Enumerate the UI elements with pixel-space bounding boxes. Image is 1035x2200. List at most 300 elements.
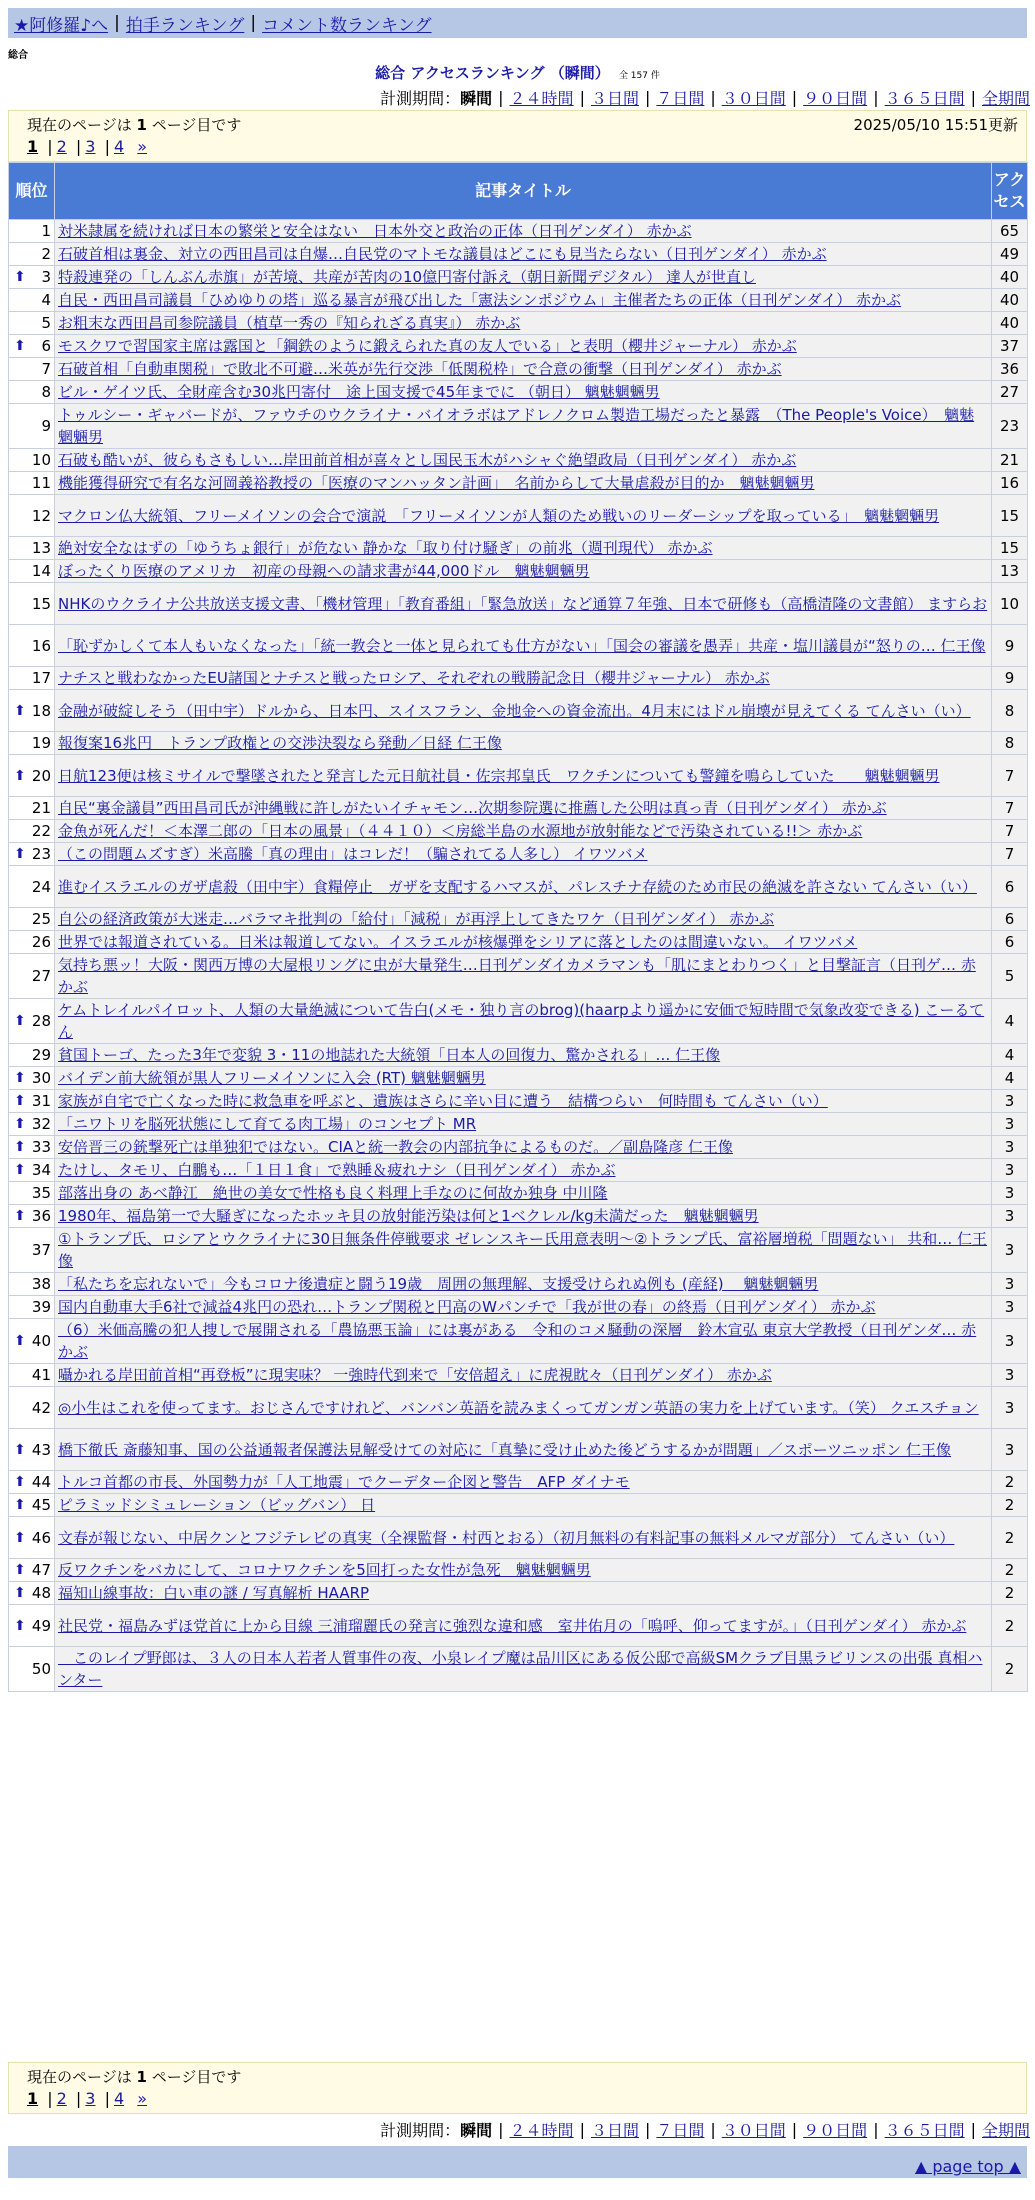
article-link[interactable]: 進むイスラエルのガザ虐殺（田中宇）食糧停止 ガザを支配するハマスが、パレスチナ存続のため市民の絶滅を許さない てんさい（い） [58,877,977,896]
rank-cell [9,381,55,404]
table-row [9,667,1028,690]
ranking-table-body [9,220,1028,1692]
access-count: 3 [992,1182,1028,1205]
rank-cell [9,266,55,289]
rank-number: 29 [31,1046,51,1064]
period-link-30d[interactable]: ３０日間 [721,89,786,108]
page-link-next[interactable]: » [137,137,148,156]
article-link[interactable]: このレイプ野郎は、３人の日本人若者人質事件の夜、小泉レイプ魔は品川区にある仮公邸で高級SMクラブ目黒ラビリンスの出張 真相ハンター [58,1649,983,1689]
period-link-365d[interactable]: ３６５日間 [884,89,965,108]
rank-number: 24 [31,877,51,896]
title-cell [55,243,992,266]
article-link[interactable]: ケムトレイルパイロット、人類の大量絶滅について告白(メモ・独り言のbrog)(haarpより遥かに安価で短時間で気象改変できる) こーるてん [58,1001,985,1041]
rank-number: 22 [31,822,51,840]
title-cell [55,1429,992,1471]
rank-number: 10 [31,451,51,469]
period-link-90d[interactable]: ９０日間 [803,89,868,108]
article-link[interactable]: 報復案16兆円 トランプ政権との交渉決裂なら発動／日経 仁王像 [58,734,502,752]
article-link[interactable]: トゥルシー・ギャバードが、ファウチのウクライナ・バイオラボはアドレノクロム製造工場だったと暴露 （The People's Voice） 魑魅魍魎男 [58,406,975,446]
article-link[interactable]: 「私たちを忘れないで」今もコロナ後遺症と闘う19歳 周囲の無理解、支援受けられぬ例も (産経) 魑魅魍魎男 [58,1275,819,1293]
article-link[interactable]: 安倍晋三の銃撃死亡は単独犯ではない。CIAと統一教会の内部抗争によるものだ。／副島隆彦 仁王像 [58,1138,733,1156]
header-rank: 順位 [9,163,55,220]
access-count: 3 [992,1113,1028,1136]
table-row [9,220,1028,243]
rank-number: 46 [31,1528,51,1547]
rank-number: 23 [31,845,51,863]
article-link[interactable]: たけし、タモリ、白鵬も…「１日１食」で熟睡＆疲れナシ（日刊ゲンダイ） 赤かぶ [58,1161,616,1179]
title-cell [55,449,992,472]
title-cell [55,1067,992,1090]
article-link[interactable]: 囁かれる岸田前首相“再登板”に現実味？ 一強時代到来で「安倍超え」に虎視眈々（日刊ゲンダイ） 赤かぶ [58,1366,772,1384]
rank-number: 4 [41,291,51,309]
rank-cell [9,1605,55,1647]
table-row [9,1159,1028,1182]
rank-cell [9,1090,55,1113]
article-link[interactable]: マクロン仏大統領、フリーメイソンの会合で演説 「フリーメイソンが人類のため戦いのリーダーシップを取っている」 魑魅魍魎男 [58,506,940,525]
rank-up-arrow-icon: ⬆ [14,1116,26,1132]
title-cell [55,866,992,908]
page-title [0,62,1035,83]
title-cell [55,1319,992,1364]
access-count: 3 [992,1387,1028,1429]
article-link[interactable]: 「恥ずかしくて本人もいなくなった」「統一教会と一体と見られても仕方がない」「国会の審議を愚弄」共産・塩川議員が“怒りの… 仁王像 [58,636,986,655]
rank-number: 18 [31,701,51,720]
rank-cell [9,1182,55,1205]
access-count: 8 [992,732,1028,755]
table-row [9,625,1028,667]
rank-number: 36 [31,1207,51,1225]
period-link-24h[interactable]: ２４時間 [509,2121,574,2140]
home-link[interactable]: ★阿修羅♪へ [14,15,109,36]
access-count: 40 [992,289,1028,312]
rank-cell [9,1044,55,1067]
title-cell [55,1559,992,1582]
title-cell [55,931,992,954]
period-link-90d[interactable]: ９０日間 [803,2121,868,2140]
title-cell [55,1136,992,1159]
period-label: 計測期間： [380,2121,461,2140]
table-row [9,999,1028,1044]
table-row [9,908,1028,931]
current-page-number: 1 [136,116,147,134]
title-cell [55,1113,992,1136]
table-row [9,1113,1028,1136]
article-link[interactable]: 部落出身の あべ静江 絶世の美女で性格も良く料理上手なのに何故か独身 中川隆 [58,1184,608,1202]
article-link[interactable]: 自民“裏金議員”西田昌司氏が沖縄戦に許しがたいイチャモン…次期参院選に推薦した公明は真っ青（日刊ゲンダイ） 赤かぶ [58,799,887,817]
rank-up-arrow-icon: ⬆ [14,767,26,784]
rank-cell [9,931,55,954]
rank-cell [9,449,55,472]
rank-cell [9,1159,55,1182]
rank-up-arrow-icon: ⬆ [14,1562,26,1578]
current-page-number: 1 [136,2068,147,2086]
access-count: 15 [992,495,1028,537]
title-cell [55,1273,992,1296]
access-count: 3 [992,1364,1028,1387]
article-link[interactable]: 石破首相は裏金、対立の西田昌司は自爆…自民党のマトモな議員はどこにも見当たらない（日刊ゲンダイ） 赤かぶ [58,245,827,263]
access-count: 36 [992,358,1028,381]
page-link-3[interactable]: 3 [85,137,96,156]
rank-cell [9,472,55,495]
table-row [9,335,1028,358]
access-count: 2 [992,1605,1028,1647]
table-row [9,472,1028,495]
title-cell [55,266,992,289]
title-cell [55,495,992,537]
table-row [9,537,1028,560]
rank-cell [9,560,55,583]
period-link-all[interactable]: 全期間 [981,89,1030,108]
period-current: 瞬間 [460,89,493,108]
article-link[interactable]: 反ワクチンをバカにして、コロナワクチンを5回打った女性が急死 魑魅魍魎男 [58,1561,591,1579]
access-count: 40 [992,266,1028,289]
article-link[interactable]: バイデン前大統領が黒人フリーメイソンに入会 (RT) 魑魅魍魎男 [58,1069,486,1087]
access-count: 49 [992,243,1028,266]
rank-cell [9,289,55,312]
access-count: 9 [992,625,1028,667]
rank-number: 20 [31,766,51,785]
rank-number: 45 [31,1496,51,1514]
title-cell [55,1364,992,1387]
rank-number: 2 [41,245,51,263]
rank-number: 37 [31,1241,51,1259]
rank-number: 42 [31,1398,51,1417]
access-count: 2 [992,1494,1028,1517]
rank-number: 9 [41,417,51,435]
rank-number: 41 [31,1366,51,1384]
access-count: 6 [992,908,1028,931]
table-row [9,1182,1028,1205]
title-cell [55,312,992,335]
rank-number: 30 [31,1069,51,1087]
rank-up-arrow-icon: ⬆ [14,1093,26,1109]
table-row [9,1559,1028,1582]
article-link[interactable]: 橋下徹氏 斎藤知事、国の公益通報者保護法見解受けての対応に「真摯に受け止めた後どうするかが問題」／スポーツニッポン 仁王像 [58,1440,952,1459]
article-link[interactable]: （6）米価高騰の犯人捜しで展開される「農協悪玉論」には裏がある 令和のコメ騒動の深層 鈴木宣弘 東京大学教授（日刊ゲンダ… 赤かぶ [58,1321,977,1361]
rank-cell [9,1205,55,1228]
table-row [9,1605,1028,1647]
rank-cell [9,1319,55,1364]
access-count: 6 [992,866,1028,908]
period-link-7d[interactable]: ７日間 [656,89,705,108]
page-link-1[interactable]: 1 [27,137,39,156]
article-link[interactable]: 家族が自宅で亡くなった時に救急車を呼ぶと、遺族はさらに辛い目に遭う 結構つらい 何時間も てんさい（い） [58,1092,828,1110]
rank-cell [9,820,55,843]
rank-number: 49 [31,1616,51,1635]
title-cell [55,797,992,820]
article-link[interactable]: 機能獲得研究で有名な河岡義裕教授の「医療のマンハッタン計画」 名前からして大量虐殺が目的か 魑魅魍魎男 [58,474,815,492]
title-cell [55,954,992,999]
table-row [9,1494,1028,1517]
rank-number: 8 [41,383,51,401]
access-count: 7 [992,843,1028,866]
table-row [9,755,1028,797]
rank-cell [9,537,55,560]
rank-cell [9,732,55,755]
access-count: 3 [992,1136,1028,1159]
rank-cell [9,1067,55,1090]
table-row [9,1364,1028,1387]
period-link-all[interactable]: 全期間 [981,2121,1030,2140]
period-link-3d[interactable]: ３日間 [590,89,639,108]
rank-number: 34 [31,1161,51,1179]
article-link[interactable]: 国内自動車大手6社で減益4兆円の恐れ…トランプ関税と円高のWパンチで「我が世の春」の終焉（日刊ゲンダイ） 赤かぶ [58,1298,876,1316]
title-cell [55,732,992,755]
access-count: 27 [992,381,1028,404]
article-link[interactable]: 1980年、福島第一で大騒ぎになったホッキ貝の放射能汚染は何と1ベクレル/kg未満だった 魑魅魍魎男 [58,1207,759,1225]
article-link[interactable]: 自民・西田昌司議員「ひめゆりの塔」巡る暴言が飛び出した「憲法シンポジウム」主催者たちの正体（日刊ゲンダイ） 赤かぶ [58,291,902,309]
rank-cell [9,1273,55,1296]
rank-up-arrow-icon: ⬆ [14,1474,26,1490]
rank-cell [9,1471,55,1494]
rank-up-arrow-icon: ⬆ [14,269,26,285]
article-link[interactable]: ◎小生はこれを使ってます。おじさんですけれど、バンバン英語を読みまくってガンガン英語の実力を上げています。（笑） クエスチョン [58,1398,979,1417]
rank-up-arrow-icon: ⬆ [14,1617,26,1634]
table-row [9,1387,1028,1429]
rank-number: 16 [31,636,51,655]
table-row [9,449,1028,472]
table-row [9,1296,1028,1319]
rank-number: 14 [31,562,51,580]
rank-up-arrow-icon: ⬆ [14,1139,26,1155]
access-count: 3 [992,1273,1028,1296]
title-cell [55,1605,992,1647]
access-count: 3 [992,1429,1028,1471]
period-selector-top: 計測期間： 瞬間 | ２４時間 | ３日間 | ７日間 | ３０日間 | ９０日間 | ３６５日間 | 全期間 [380,88,1030,108]
access-count: 2 [992,1471,1028,1494]
title-cell [55,908,992,931]
article-link[interactable]: 絶対安全なはずの「ゆうちょ銀行」が危ない 静かな「取り付け騒ぎ」の前兆（週刊現代） 赤かぶ [58,539,713,557]
table-header-row [9,163,1028,220]
rank-number: 40 [31,1332,51,1350]
table-row [9,312,1028,335]
period-link-7d[interactable]: ７日間 [656,2121,705,2140]
access-count: 5 [992,954,1028,999]
rank-number: 17 [31,669,51,687]
rank-up-arrow-icon: ⬆ [14,1208,26,1224]
rank-cell [9,755,55,797]
rank-cell [9,495,55,537]
table-row [9,1044,1028,1067]
access-count: 8 [992,690,1028,732]
title-cell [55,820,992,843]
rank-up-arrow-icon: ⬆ [14,338,26,354]
access-count: 3 [992,1319,1028,1364]
rank-cell [9,1517,55,1559]
article-link[interactable]: 世界では報道されている。日米は報道してない。イスラエルが核爆弾をシリアに落としたのは間違いない。 イワツバメ [58,933,858,951]
article-link[interactable]: 気持ち悪ッ！大阪・関西万博の大屋根リングに虫が大量発生…日刊ゲンダイカメラマンも「肌にまとわりつく」と目撃証言（日刊ゲ… 赤かぶ [58,956,976,996]
article-link[interactable]: （この問題ムズすぎ）米高騰「真の理由」はコレだ！（騙されてる人多し） イワツバメ [58,845,648,863]
title-cell [55,1582,992,1605]
rank-cell [9,690,55,732]
article-link[interactable]: お粗末な西田昌司参院議員（植草一秀の『知られざる真実』） 赤かぶ [58,314,521,332]
table-row [9,495,1028,537]
rank-up-arrow-icon: ⬆ [14,702,26,719]
article-link[interactable]: 文春が報じない、中居クンとフジテレビの真実（全裸監督・村西とおる）（初月無料の有料記事の無料メルマガ部分） てんさい（い） [58,1528,955,1547]
article-link[interactable]: トルコ首都の市長、外国勢力が「人工地震」でクーデター企図と警告 AFP ダイナモ [58,1473,630,1491]
article-link[interactable]: ぼったくり医療のアメリカ 初産の母親への請求書が44,000ドル 魑魅魍魎男 [58,562,590,580]
current-page-text [27,114,241,135]
period-link-365d[interactable]: ３６５日間 [884,2121,965,2140]
rank-up-arrow-icon: ⬆ [14,1333,26,1349]
period-link-24h[interactable]: ２４時間 [509,89,574,108]
title-cell [55,381,992,404]
access-count: 7 [992,755,1028,797]
rank-cell [9,625,55,667]
rank-number: 26 [31,933,51,951]
title-cell [55,1296,992,1319]
rank-cell [9,843,55,866]
article-link[interactable]: モスクワで習国家主席は露国と「鋼鉄のように鍛えられた真の友人でいる」と表明（櫻井ジャーナル） 赤かぶ [58,337,797,355]
access-count: 3 [992,1090,1028,1113]
title-cell [55,843,992,866]
rank-number: 44 [31,1473,51,1491]
article-link[interactable]: 石破も酷いが、彼らもさもしい…岸田前首相が喜々とし国民玉木がハシャぐ絶望政局（日刊ゲンダイ） 赤かぶ [58,451,797,469]
article-link[interactable]: ピラミッドシミュレーション（ビッグバン） 日 [58,1496,376,1514]
table-row [9,1228,1028,1273]
page-link-2[interactable]: 2 [56,137,67,156]
rank-cell [9,335,55,358]
title-cell [55,1471,992,1494]
rank-cell [9,999,55,1044]
rank-cell [9,404,55,449]
title-cell [55,1228,992,1273]
title-cell [55,289,992,312]
rank-up-arrow-icon: ⬆ [14,1070,26,1086]
table-row [9,1136,1028,1159]
table-row [9,1090,1028,1113]
title-cell [55,1647,992,1692]
access-count: 40 [992,312,1028,335]
article-link[interactable]: 社民党・福島みずほ党首に上から目線 三浦瑠麗氏の発言に強烈な違和感 室井佑月の「嗚呼、仰ってますが。」（日刊ゲンダイ） 赤かぶ [58,1616,967,1635]
article-link[interactable]: ナチスと戦わなかったEU諸国とナチスと戦ったロシア、それぞれの戦勝記念日（櫻井ジャーナル） 赤かぶ [58,669,770,687]
article-link[interactable]: 特殺連発の「しんぶん赤旗」が苦境、共産が苦肉の10億円寄付訴え（朝日新聞デジタル） 達人が世直し [58,268,756,286]
rank-cell [9,358,55,381]
title-cell [55,1387,992,1429]
rank-number: 35 [31,1184,51,1202]
title-cell [55,537,992,560]
applause-ranking-link[interactable]: 拍手ランキング [125,15,245,36]
access-count: 6 [992,931,1028,954]
table-row [9,243,1028,266]
table-row [9,690,1028,732]
rank-cell [9,1387,55,1429]
rank-number: 31 [31,1092,51,1110]
page-link-4[interactable]: 4 [113,2089,125,2108]
rank-cell [9,1364,55,1387]
page-link-1[interactable]: 1 [27,2089,39,2108]
period-link-3d[interactable]: ３日間 [590,2121,639,2140]
total-count: 全 157 件 [618,71,660,81]
article-link[interactable]: 貧国トーゴ、たった3年で変貌 3・11の地誌れた大統領「日本人の回復力、驚かされる」… 仁王像 [58,1046,721,1064]
title-cell [55,667,992,690]
access-count: 21 [992,449,1028,472]
comment-ranking-link[interactable]: コメント数ランキング [262,15,432,36]
table-row [9,1205,1028,1228]
period-label: 計測期間： [380,89,461,108]
page-link-2[interactable]: 2 [56,2089,67,2108]
article-link[interactable]: 石破首相「自動車関税」で敗北不可避…米英が先行交渉「低関税枠」で合意の衝撃（日刊ゲンダイ） 赤かぶ [58,360,782,378]
title-cell [55,583,992,625]
page-link-3[interactable]: 3 [85,2089,96,2108]
access-count: 3 [992,1205,1028,1228]
article-link[interactable]: 「ニワトリを脳死状態にして育てる肉工場」のコンセプト MR [58,1115,477,1133]
rank-number: 3 [41,268,51,286]
table-row [9,266,1028,289]
period-current: 瞬間 [460,2121,493,2140]
table-row [9,954,1028,999]
access-count: 3 [992,1159,1028,1182]
table-row [9,1273,1028,1296]
table-row [9,560,1028,583]
article-link[interactable]: 対米隷属を続ければ日本の繁栄と安全はない 日本外交と政治の正体（日刊ゲンダイ） 赤かぶ [58,222,692,240]
ranking-title: 総合 アクセスランキング （瞬間） [375,64,610,82]
access-count: 3 [992,1296,1028,1319]
rank-up-arrow-icon: ⬆ [14,1013,26,1029]
period-link-30d[interactable]: ３０日間 [721,2121,786,2140]
article-link[interactable]: 福知山線事故：白い車の謎 / 写真解析 HAARP [58,1584,370,1602]
rank-cell [9,583,55,625]
table-row [9,820,1028,843]
title-cell [55,404,992,449]
article-link[interactable]: 日航123便は核ミサイルで撃墜されたと発言した元日航社員・佐宗邦皇氏 ワクチンについても警鐘を鳴らしていた 魑魅魍魎男 [58,766,940,785]
current-page-post: ページ目です [151,2068,242,2086]
article-link[interactable]: 金融が破綻しそう（田中宇）ドルから、日本円、スイスフラン、金地金への資金流出。4月末にはドル崩壊が見えてくる てんさい（い） [58,701,971,720]
updated-timestamp: 2025/05/10 15:51更新 [853,116,1018,134]
rank-cell [9,1582,55,1605]
rank-cell [9,1559,55,1582]
rank-number: 7 [41,360,51,378]
access-count: 23 [992,404,1028,449]
page-link-next[interactable]: » [137,2089,148,2108]
article-link[interactable]: ビル・ゲイツ氏、全財産含む30兆円寄付 途上国支援で45年までに （朝日） 魑魅魍魎男 [58,383,660,401]
article-link[interactable]: 自公の経済政策が大迷走…バラマキ批判の「給付」「減税」が再浮上してきたワケ（日刊ゲンダイ） 赤かぶ [58,910,775,928]
title-cell [55,220,992,243]
title-cell [55,335,992,358]
access-count: 2 [992,1517,1028,1559]
access-count: 2 [992,1647,1028,1692]
table-row [9,1647,1028,1692]
rank-cell [9,908,55,931]
separator: | [250,13,257,33]
access-count: 65 [992,220,1028,243]
rank-cell [9,1113,55,1136]
page-link-4[interactable]: 4 [113,137,125,156]
current-page-pre: 現在のページは [27,116,132,134]
title-cell [55,755,992,797]
ranking-table [8,162,1028,1692]
rank-number: 15 [31,594,51,613]
rank-cell [9,866,55,908]
access-count: 7 [992,797,1028,820]
header-access: アクセス [992,163,1028,220]
article-link[interactable]: 金魚が死んだ！＜本澤二郎の「日本の風景」（４４１０）＜房総半島の水源地が放射能などで汚染されている!!＞ 赤かぶ [58,822,863,840]
title-cell [55,625,992,667]
access-count: 3 [992,1228,1028,1273]
access-count: 16 [992,472,1028,495]
article-link[interactable]: NHKのウクライナ公共放送支援文書、「機材管理」「教育番組」「緊急放送」など通算７年強、日本で研修も（高橋清隆の文書館） ますらお [58,594,988,613]
rank-cell [9,1136,55,1159]
page-top-link[interactable]: ▲ page top ▲ [914,2157,1021,2176]
period-selector-bottom: 計測期間： 瞬間 | ２４時間 | ３日間 | ７日間 | ３０日間 | ９０日間 | ３６５日間 | 全期間 [380,2120,1030,2140]
article-link[interactable]: ①トランプ氏、ロシアとウクライナに30日無条件停戦要求 ゼレンスキー氏用意表明〜②トランプ氏、富裕層増税「問題ない」 共和… 仁王像 [58,1230,988,1270]
rank-cell [9,1296,55,1319]
rank-number: 11 [31,474,51,492]
current-page-post: ページ目です [151,116,242,134]
rank-cell [9,312,55,335]
title-cell [55,472,992,495]
rank-up-arrow-icon: ⬆ [14,1529,26,1546]
